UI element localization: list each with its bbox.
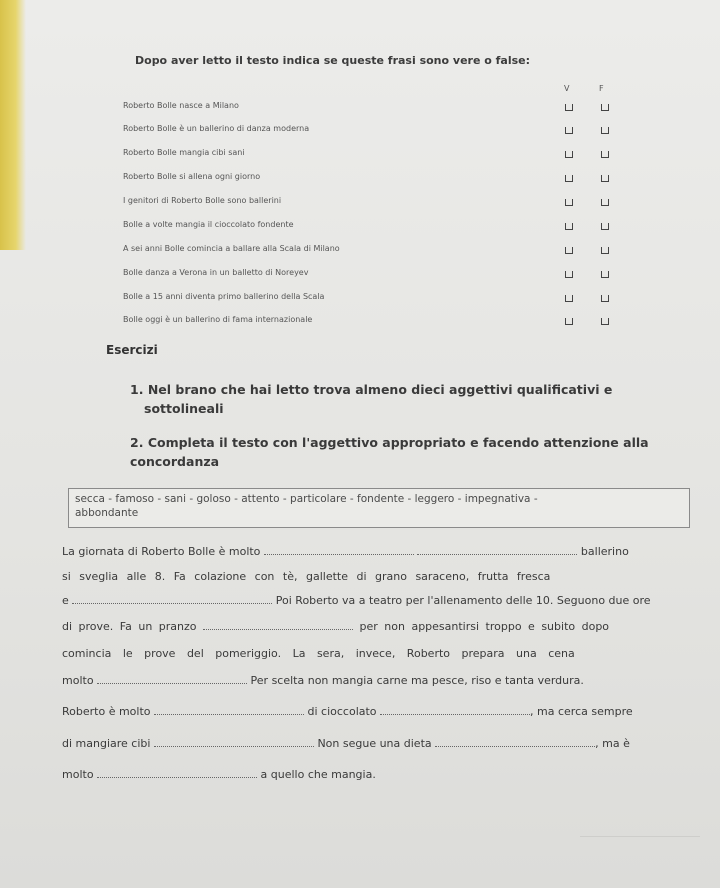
answer-blank-10[interactable] (97, 769, 257, 778)
answer-blank-6[interactable] (154, 706, 304, 715)
false-column-header: F (599, 84, 604, 93)
statement-6: Bolle a volte mangia il cioccolato fondente (123, 220, 294, 229)
fill-line-3 (62, 594, 651, 607)
true-checkbox-7[interactable] (565, 247, 573, 254)
true-checkbox-8[interactable] (565, 271, 573, 278)
false-checkbox-9[interactable] (601, 295, 609, 302)
true-checkbox-2[interactable] (565, 127, 573, 134)
exercise-1-number: 1. (130, 382, 144, 397)
true-checkbox-5[interactable] (565, 199, 573, 206)
false-checkbox-10[interactable] (601, 318, 609, 325)
section-title: Esercizi (106, 343, 158, 357)
false-checkbox-8[interactable] (601, 271, 609, 278)
true-checkbox-1[interactable] (565, 104, 573, 111)
answer-blank-7[interactable] (380, 706, 530, 715)
false-checkbox-4[interactable] (601, 175, 609, 182)
fill-text-segment: La giornata di Roberto Bolle è molto (62, 545, 261, 558)
answer-blank-1[interactable] (264, 546, 414, 555)
fill-text-segment: Roberto è molto (62, 705, 151, 718)
fill-text-segment: per non appesantirsi troppo e subito dopo (359, 620, 610, 633)
answer-blank-8[interactable] (154, 738, 314, 747)
true-checkbox-4[interactable] (565, 175, 573, 182)
word-bank-line-2: abbondante (75, 507, 139, 519)
true-false-instruction: Dopo aver letto il testo indica se queste frasi sono vere o false: (135, 54, 531, 67)
statement-2: Roberto Bolle è un ballerino di danza moderna (123, 124, 310, 133)
fill-text-segment: molto (62, 768, 94, 781)
answer-blank-5[interactable] (97, 675, 247, 684)
statement-1: Roberto Bolle nasce a Milano (123, 101, 239, 110)
true-checkbox-6[interactable] (565, 223, 573, 230)
fill-text-segment: molto (62, 674, 94, 687)
fill-line-2: si sveglia alle 8. Fa colazione con tè, gallette di grano saraceno, frutta fresca (62, 570, 551, 583)
true-checkbox-3[interactable] (565, 151, 573, 158)
fill-text-segment: Poi Roberto va a teatro per l'allenamento delle 10. Seguono due ore (275, 594, 651, 607)
false-checkbox-2[interactable] (601, 127, 609, 134)
answer-blank-4[interactable] (203, 621, 353, 630)
fill-text-segment: a quello che mangia. (260, 768, 376, 781)
true-checkbox-10[interactable] (565, 318, 573, 325)
false-checkbox-7[interactable] (601, 247, 609, 254)
statement-9: Bolle a 15 anni diventa primo ballerino della Scala (123, 292, 325, 301)
statement-10: Bolle oggi è un ballerino di fama internazionale (123, 315, 313, 324)
answer-blank-9[interactable] (435, 738, 595, 747)
fill-text-segment: Non segue una dieta (317, 737, 432, 750)
exercise-2-line-2: concordanza (130, 454, 220, 469)
fill-line-5: comincia le prove del pomeriggio. La sera, invece, Roberto prepara una cena (62, 647, 575, 660)
fill-line-9 (62, 768, 376, 781)
statement-8: Bolle danza a Verona in un balletto di Noreyev (123, 268, 309, 277)
fill-text-segment: di mangiare cibi (62, 737, 151, 750)
fill-text-segment: di cioccolato (307, 705, 377, 718)
exercise-1 (130, 380, 612, 418)
word-bank-box (68, 488, 690, 528)
faded-bleed-through-line (580, 828, 700, 837)
fill-text-segment: , ma è (595, 737, 630, 750)
fill-line-8 (62, 737, 630, 750)
yellow-paper-edge (0, 0, 26, 250)
statement-3: Roberto Bolle mangia cibi sani (123, 148, 245, 157)
fill-text-segment: di prove. Fa un pranzo (62, 620, 197, 633)
fill-line-4 (62, 620, 609, 633)
false-checkbox-5[interactable] (601, 199, 609, 206)
exercise-2 (130, 433, 649, 471)
statement-4: Roberto Bolle si allena ogni giorno (123, 172, 261, 181)
exercise-1-line-1: Nel brano che hai letto trova almeno dieci aggettivi qualificativi e (147, 382, 613, 397)
fill-line-1 (62, 545, 629, 558)
true-checkbox-9[interactable] (565, 295, 573, 302)
fill-text-segment: Per scelta non mangia carne ma pesce, riso e tanta verdura. (250, 674, 584, 687)
fill-line-6 (62, 674, 584, 687)
exercise-1-line-2: sottolineali (144, 401, 224, 416)
fill-line-7 (62, 705, 633, 718)
statement-5: I genitori di Roberto Bolle sono ballerini (123, 196, 282, 205)
fill-text-segment: , ma cerca sempre (530, 705, 633, 718)
answer-blank-3[interactable] (72, 595, 272, 604)
false-checkbox-3[interactable] (601, 151, 609, 158)
fill-text-segment: e (62, 594, 69, 607)
fill-text-segment: ballerino (580, 545, 629, 558)
answer-blank-2[interactable] (417, 546, 577, 555)
exercise-2-number: 2. (130, 435, 144, 450)
true-column-header: V (564, 84, 570, 93)
exercise-2-line-1: Completa il testo con l'aggettivo appropriato e facendo attenzione alla (147, 435, 649, 450)
word-bank-line-1: secca - famoso - sani - goloso - attento - particolare - fondente - leggero - impegnativa - (75, 493, 538, 505)
false-checkbox-1[interactable] (601, 104, 609, 111)
statement-7: A sei anni Bolle comincia a ballare alla Scala di Milano (123, 244, 340, 253)
false-checkbox-6[interactable] (601, 223, 609, 230)
